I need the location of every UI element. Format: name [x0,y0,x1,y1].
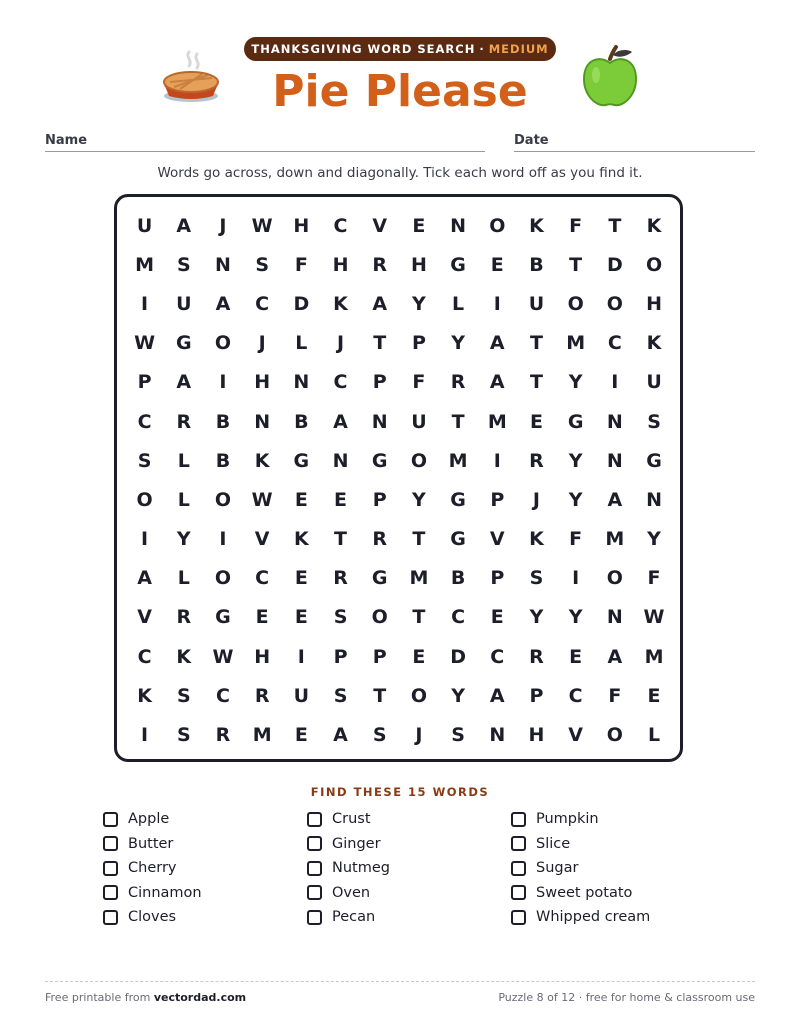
grid-letter[interactable]: R [529,449,544,472]
word-label: Crust [332,811,371,828]
grid-letter[interactable]: U [411,410,427,433]
word-label: Cloves [128,909,177,926]
grid-letter[interactable]: A [489,684,505,707]
word-list-heading: FIND THESE 15 WORDS [310,785,490,799]
grid-letter[interactable]: P [490,488,505,511]
footer-puzzle-info: Puzzle 8 of 12 · free for home & classroom use [498,991,755,1004]
word-list-item[interactable] [103,905,307,930]
grid-letter[interactable]: N [646,488,662,511]
grid-letter[interactable]: H [646,292,662,315]
grid-letter[interactable]: F [412,371,426,394]
grid-letter[interactable]: O [214,332,232,355]
grid-letter[interactable]: Y [568,488,583,511]
grid-letter[interactable]: P [137,371,152,394]
grid-letter[interactable]: L [295,332,308,355]
grid-letter[interactable]: I [219,371,227,394]
grid-letter[interactable]: P [411,332,426,355]
grid-letter[interactable]: C [490,645,505,668]
word-list-item[interactable] [511,856,715,881]
badge-level: MEDIUM [488,42,549,56]
word-label: Sugar [536,860,579,877]
grid-letter[interactable]: P [372,371,387,394]
word-checkbox[interactable] [511,812,526,827]
grid-letter[interactable]: B [450,567,466,590]
grid-letter[interactable]: K [254,449,270,472]
grid-letter[interactable]: C [215,684,230,707]
grid-letter[interactable]: F [647,567,661,590]
grid-letter[interactable]: S [451,724,465,747]
grid-letter[interactable]: U [136,214,153,237]
grid-letter[interactable]: E [294,488,308,511]
grid-letter[interactable]: H [293,214,310,237]
grid-letter[interactable]: I [141,724,149,747]
grid-letter[interactable]: E [334,488,348,511]
grid-letter[interactable]: B [294,410,309,433]
grid-letter[interactable]: N [293,371,310,394]
grid-letter[interactable]: S [529,567,544,590]
grid-letter[interactable]: M [566,332,586,355]
grid-letter[interactable]: R [176,606,192,629]
grid-letter[interactable]: N [254,410,271,433]
grid-letter[interactable]: E [412,214,426,237]
grid-letter[interactable]: M [605,528,625,551]
word-checkbox[interactable] [307,885,322,900]
grid-letter[interactable]: I [493,292,501,315]
grid-letter[interactable]: M [487,410,507,433]
grid-letter[interactable]: H [410,253,427,276]
grid-letter[interactable]: O [645,253,663,276]
word-checkbox[interactable] [307,861,322,876]
grid-letter[interactable]: U [176,292,192,315]
grid-letter[interactable]: O [606,567,623,590]
grid-letter[interactable]: K [137,684,152,707]
page-title: Pie Please [272,66,528,117]
grid-letter[interactable]: L [177,567,190,590]
grid-letter[interactable]: Y [568,606,583,629]
grid-letter[interactable]: K [333,292,348,315]
grid-letter[interactable]: T [529,332,543,355]
word-label: Ginger [332,835,381,852]
grid-letter[interactable]: B [529,253,544,276]
grid-letter[interactable]: A [333,724,348,747]
grid-letter[interactable]: W [251,214,273,237]
grid-letter[interactable]: J [219,214,227,237]
grid-letter[interactable]: G [450,253,466,276]
grid-letter[interactable]: N [371,410,388,433]
word-list [103,807,723,930]
grid-letter[interactable]: Y [176,528,191,551]
grid-letter[interactable]: N [450,214,467,237]
word-list-item[interactable] [511,881,715,906]
grid-letter[interactable]: K [646,214,662,237]
grid-letter[interactable]: E [294,724,308,747]
word-label: Butter [128,835,174,852]
grid-letter[interactable]: S [176,724,191,747]
word-label: Apple [128,811,170,828]
grid-letter[interactable]: L [647,724,661,747]
word-list-item[interactable] [103,807,307,832]
grid-letter[interactable]: Y [568,449,583,472]
grid-letter[interactable]: L [177,488,190,511]
badge-separator: · [479,42,485,56]
grid-letter[interactable]: F [608,684,622,707]
grid-letter[interactable]: N [606,410,623,433]
grid-letter[interactable]: T [529,371,543,394]
footer-site-link[interactable]: vectordad.com [153,991,247,1004]
grid-letter[interactable]: R [333,567,348,590]
grid-letter[interactable]: N [606,606,623,629]
grid-letter[interactable]: S [176,253,191,276]
grid-letter[interactable]: I [141,528,149,551]
grid-letter[interactable]: G [450,528,466,551]
word-list-item[interactable] [307,905,511,930]
grid-letter[interactable]: O [214,488,232,511]
word-list-item[interactable] [511,832,715,857]
grid-letter[interactable]: N [489,724,506,747]
grid-letter[interactable]: O [371,606,388,629]
grid-letter[interactable]: S [333,684,348,707]
grid-letter[interactable]: S [255,253,269,276]
word-label: Pumpkin [536,811,599,828]
grid-letter[interactable]: M [409,567,429,590]
grid-letter[interactable]: J [415,724,423,747]
word-label: Sweet potato [536,884,633,901]
instructions: Words go across, down and diagonally. Tick each word off as you find it. [157,165,643,181]
grid-letter[interactable]: N [606,449,623,472]
grid-letter[interactable]: O [606,724,623,747]
grid-letter[interactable]: Y [529,606,544,629]
grid-letter[interactable]: H [254,371,271,394]
grid-letter[interactable]: W [212,645,234,668]
word-label: Slice [536,835,571,852]
grid-letter[interactable]: I [141,292,149,315]
grid-letter[interactable]: D [293,292,310,315]
grid-letter[interactable]: I [611,371,619,394]
grid-letter[interactable]: E [490,606,504,629]
grid-letter[interactable]: F [294,253,308,276]
word-checkbox[interactable] [103,885,118,900]
word-label: Whipped cream [536,909,651,926]
word-checkbox[interactable] [307,812,322,827]
grid-letter[interactable]: U [528,292,545,315]
grid-letter[interactable]: Y [568,371,583,394]
grid-letter[interactable]: O [606,292,623,315]
word-checkbox[interactable] [511,836,526,851]
grid-letter[interactable]: O [410,684,427,707]
grid-letter[interactable]: R [529,645,544,668]
grid-letter[interactable]: J [336,332,345,355]
grid-letter[interactable]: J [532,488,540,511]
grid-letter[interactable]: A [607,645,623,668]
word-label: Cinnamon [128,884,202,901]
grid-letter[interactable]: E [647,684,661,707]
grid-letter[interactable]: G [293,449,310,472]
word-label: Nutmeg [332,860,390,877]
word-label: Pecan [332,909,376,926]
date-line[interactable] [514,151,755,152]
word-checkbox[interactable] [511,910,526,925]
grid-letter[interactable]: A [137,567,152,590]
grid-letter[interactable]: G [567,410,584,433]
grid-letter[interactable]: I [297,645,305,668]
grid-letter[interactable]: A [489,371,505,394]
grid-letter[interactable]: P [529,684,544,707]
grid-letter[interactable]: L [452,292,465,315]
word-checkbox[interactable] [103,910,118,925]
grid-letter[interactable]: E [569,645,583,668]
grid-letter[interactable]: V [489,528,505,551]
grid-letter[interactable]: Y [412,488,426,511]
grid-letter[interactable]: O [214,567,232,590]
grid-letter[interactable]: T [373,684,387,707]
footer-credit [45,991,246,1004]
name-line[interactable] [45,151,485,152]
grid-letter[interactable]: T [608,214,622,237]
word-checkbox[interactable] [307,910,322,925]
grid-letter[interactable]: A [607,488,623,511]
grid-letter[interactable]: O [410,449,427,472]
word-checkbox[interactable] [307,836,322,851]
word-list-item[interactable] [307,856,511,881]
grid-letter[interactable]: F [569,528,583,551]
apple-icon [578,45,642,109]
grid-letter[interactable]: T [451,410,465,433]
word-checkbox[interactable] [103,812,118,827]
grid-letter[interactable]: E [529,410,543,433]
grid-letter[interactable]: O [567,292,584,315]
grid-letter[interactable]: A [489,332,505,355]
grid-letter[interactable]: K [529,214,544,237]
word-checkbox[interactable] [511,885,526,900]
grid-letter[interactable]: G [646,449,662,472]
grid-letter[interactable]: E [294,606,308,629]
grid-letter[interactable]: G [175,332,192,355]
grid-letter[interactable]: B [215,449,231,472]
grid-letter[interactable]: G [450,488,466,511]
footer-divider [45,981,755,982]
grid-letter[interactable]: C [137,410,152,433]
grid-letter[interactable]: R [372,253,388,276]
grid-letter[interactable]: C [333,371,348,394]
grid-letter[interactable]: G [371,449,388,472]
grid-letter[interactable]: P [490,567,505,590]
grid-letter[interactable]: O [489,214,506,237]
grid-letter[interactable]: U [646,371,662,394]
grid-letter[interactable]: E [255,606,269,629]
word-checkbox[interactable] [103,861,118,876]
grid-letter[interactable]: V [137,606,152,629]
grid-letter[interactable]: A [176,371,192,394]
grid-letter[interactable]: K [293,528,309,551]
word-list-item[interactable] [103,856,307,881]
grid-letter[interactable]: S [372,724,387,747]
grid-letter[interactable]: P [372,488,387,511]
grid-letter[interactable]: A [372,292,388,315]
grid-letter[interactable]: W [134,332,156,355]
grid-letter[interactable]: Y [451,332,465,355]
grid-letter[interactable]: Y [412,292,426,315]
grid-letter[interactable]: T [412,528,426,551]
grid-letter[interactable]: M [448,449,468,472]
grid-letter[interactable]: R [372,528,388,551]
grid-letter[interactable]: C [137,645,152,668]
name-label: Name [45,133,88,148]
grid-letter[interactable]: A [333,410,348,433]
grid-letter[interactable]: R [215,724,231,747]
grid-letter[interactable]: H [528,724,545,747]
grid-letter[interactable]: T [373,332,387,355]
word-list-item[interactable] [307,832,511,857]
badge-prefix: THANKSGIVING WORD SEARCH [251,42,476,56]
grid-letter[interactable]: C [451,606,466,629]
grid-letter[interactable]: N [215,253,231,276]
grid-letter[interactable]: J [258,332,266,355]
grid-letter[interactable]: V [254,528,270,551]
grid-letter[interactable]: T [569,253,583,276]
grid-letter[interactable]: C [333,214,348,237]
grid-letter[interactable]: G [215,606,231,629]
grid-letter[interactable]: V [372,214,388,237]
grid-letter[interactable]: Y [647,528,661,551]
grid-letter[interactable]: S [647,410,661,433]
grid-letter[interactable]: I [219,528,227,551]
grid-letter[interactable]: M [252,724,272,747]
grid-letter[interactable]: E [412,645,426,668]
grid-letter[interactable]: O [136,488,153,511]
grid-letter[interactable]: C [568,684,583,707]
grid-letter[interactable]: E [294,567,308,590]
grid-letter[interactable]: E [490,253,504,276]
word-checkbox[interactable] [103,836,118,851]
grid-letter[interactable]: S [137,449,152,472]
grid-letter[interactable]: I [572,567,580,590]
word-list-item[interactable] [307,881,511,906]
word-label: Oven [332,884,371,901]
footer-credit-prefix: Free printable from [45,991,151,1004]
grid-letter[interactable]: N [332,449,349,472]
word-list-item[interactable] [103,881,307,906]
grid-letter[interactable]: R [176,410,192,433]
word-list-item[interactable] [511,807,715,832]
word-label: Cherry [128,860,177,877]
grid-letter[interactable]: M [644,645,664,668]
word-list-item[interactable] [511,905,715,930]
grid-letter[interactable]: D [606,253,623,276]
grid-letter[interactable]: W [643,606,665,629]
header-badge [244,37,556,61]
grid-letter[interactable]: A [176,214,192,237]
grid-letter[interactable]: W [251,488,273,511]
grid-letter[interactable]: B [215,410,231,433]
grid-letter[interactable]: T [412,606,426,629]
grid-letter[interactable]: C [255,292,270,315]
grid-letter[interactable]: I [493,449,501,472]
grid-letter[interactable]: C [607,332,622,355]
grid-letter[interactable]: V [568,724,584,747]
grid-letter[interactable]: M [135,253,155,276]
grid-letter[interactable]: H [254,645,271,668]
grid-letter[interactable]: R [450,371,466,394]
word-checkbox[interactable] [511,861,526,876]
grid-letter[interactable]: F [569,214,583,237]
word-list-item[interactable] [307,807,511,832]
grid-letter[interactable]: L [177,449,190,472]
grid-letter[interactable]: K [646,332,662,355]
grid-letter[interactable]: A [215,292,231,315]
grid-letter[interactable]: D [450,645,466,668]
grid-letter[interactable]: C [255,567,270,590]
grid-letter[interactable]: S [333,606,348,629]
date-label: Date [514,133,549,148]
grid-letter[interactable]: P [333,645,348,668]
grid-letter[interactable]: K [176,645,192,668]
letter-grid [125,206,674,755]
word-list-item[interactable] [103,832,307,857]
grid-letter[interactable]: R [254,684,270,707]
grid-letter[interactable]: G [371,567,388,590]
grid-letter[interactable]: P [372,645,387,668]
grid-letter[interactable]: S [176,684,191,707]
grid-letter[interactable]: Y [451,684,465,707]
grid-letter[interactable]: T [334,528,348,551]
grid-letter[interactable]: H [332,253,349,276]
grid-letter[interactable]: K [529,528,544,551]
grid-letter[interactable]: U [293,684,310,707]
